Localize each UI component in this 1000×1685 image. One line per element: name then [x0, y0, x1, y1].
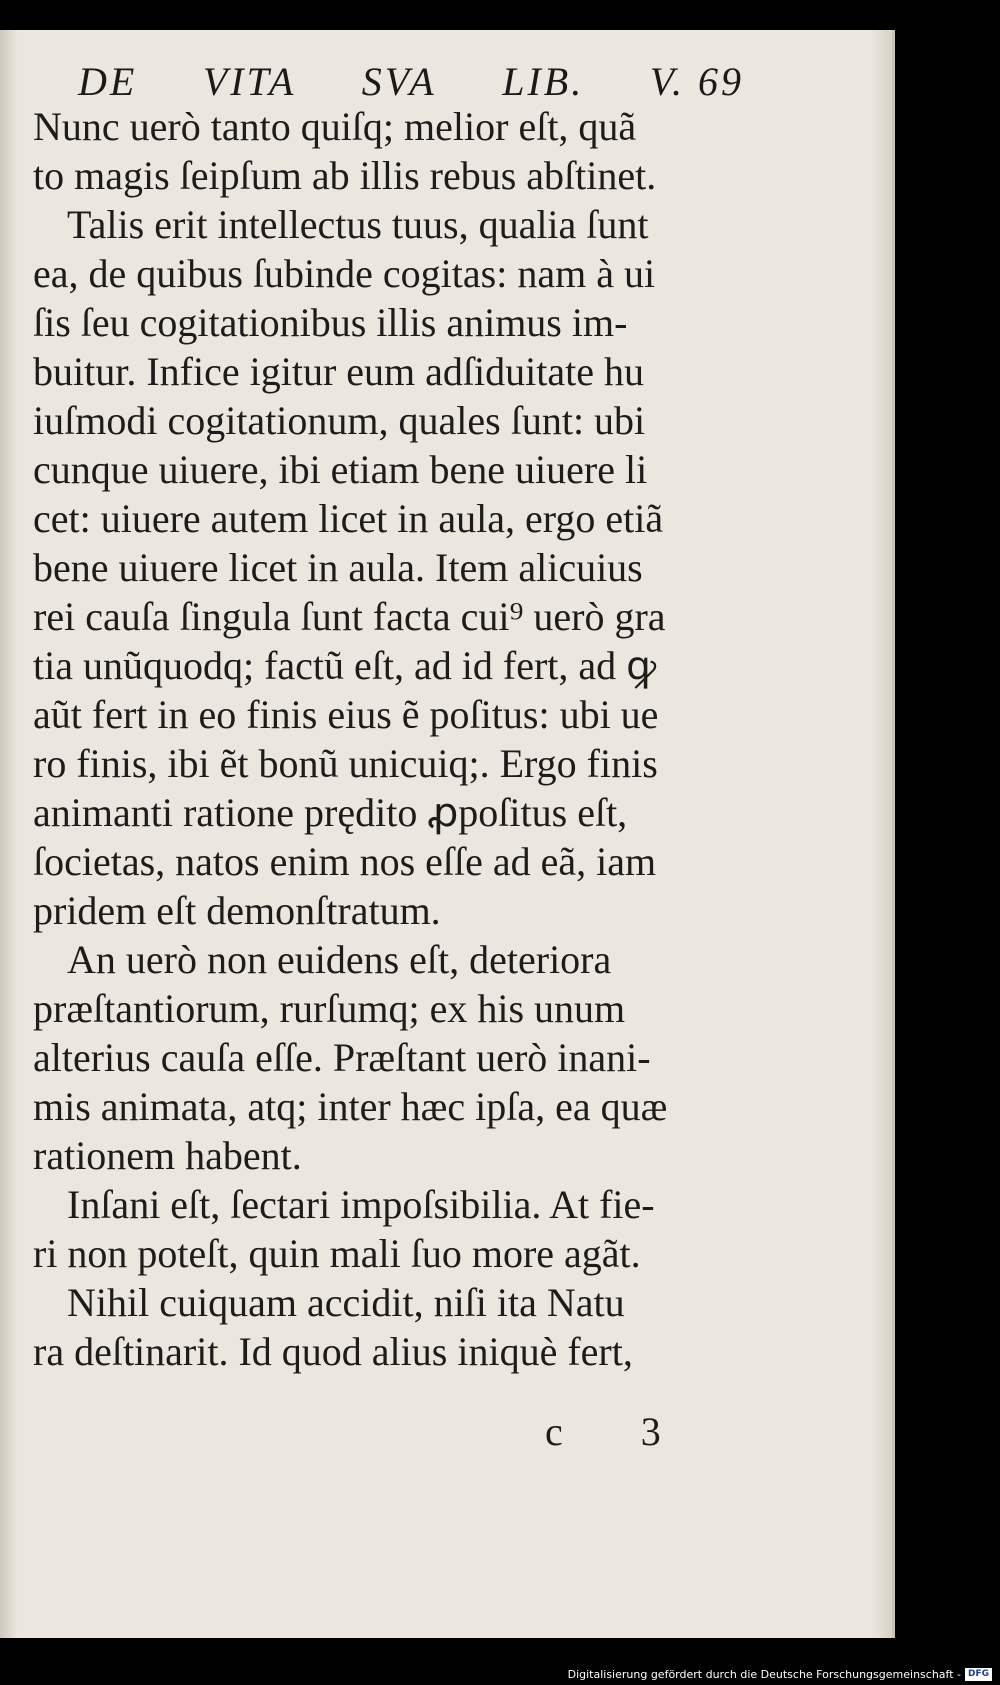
book-page [0, 30, 895, 1638]
text-line: ra deſtinarit. Id quod alius iniquè fert, [33, 1329, 633, 1374]
text-line: to magis ſeipſum ab illis rebus abſtinet. [33, 153, 657, 198]
running-head-de: DE [78, 59, 138, 104]
text-line: ea, de quibus ſubinde cogitas: nam à ui [33, 251, 656, 296]
text-line: ri non poteſt, quin mali ſuo more agãt. [33, 1231, 641, 1276]
text-line: aũt fert in eo finis eius ẽ poſitus: ubi ue [33, 692, 659, 737]
text-line: mis animata, atq; inter hæc ipſa, ea quæ [33, 1084, 668, 1129]
dfg-logo-icon: DFG [965, 1668, 992, 1681]
text-line: iuſmodi cogitationum, quales ſunt: ubi [33, 398, 646, 443]
running-head [78, 58, 744, 105]
text-line: ſocietas, natos enim nos eſſe ad eã, iam [33, 839, 657, 884]
running-head-lib: LIB. [502, 59, 585, 104]
text-line: animanti ratione prędito ꝓpoſitus eſt, [33, 790, 628, 835]
text-line: buitur. Infice igitur eum adſiduitate hu [33, 349, 644, 394]
text-line: cunque uiuere, ibi etiam bene uiuere li [33, 447, 648, 492]
footer-credit [568, 1668, 992, 1681]
body-text [33, 102, 748, 1376]
running-head-sua: SVA [361, 59, 437, 104]
page-number: V. 69 [649, 59, 744, 104]
text-line: Nihil cuiquam accidit, niſi ita Natu [67, 1280, 625, 1325]
text-line: præſtantiorum, rurſumq; ex his unum [33, 986, 626, 1031]
text-line: Nunc uerò tanto quiſq; melior eſt, quã [33, 104, 637, 149]
text-line: Inſani eſt, ſectari impoſsibilia. At fie- [67, 1182, 655, 1227]
text-line: pridem eſt demonſtratum. [33, 888, 441, 933]
text-line: rei cauſa ſingula ſunt facta cui⁹ uerò gra [33, 594, 666, 639]
text-line: cet: uiuere autem licet in aula, ergo etiã [33, 496, 664, 541]
text-line: ſis ſeu cogitationibus illis animus im- [33, 300, 628, 345]
text-line: tia unũquodq; factũ eſt, ad id fert, ad ꝙ [33, 643, 657, 688]
text-line: Talis erit intellectus tuus, qualia ſunt [67, 202, 649, 247]
running-head-vita: VITA [202, 59, 297, 104]
signature-mark: c 3 [545, 1409, 695, 1454]
footer-text: Digitalisierung gefördert durch die Deutsche Forschungsgemeinschaft - [567, 1668, 961, 1681]
text-line: alterius cauſa eſſe. Præſtant uerò inani- [33, 1035, 651, 1080]
text-line: rationem habent. [33, 1133, 302, 1178]
text-line: bene uiuere licet in aula. Item alicuius [33, 545, 643, 590]
text-line: ro finis, ibi ẽt bonũ unicuiq;. Ergo finis [33, 741, 658, 786]
text-line: An uerò non euidens eſt, deteriora [67, 937, 612, 982]
